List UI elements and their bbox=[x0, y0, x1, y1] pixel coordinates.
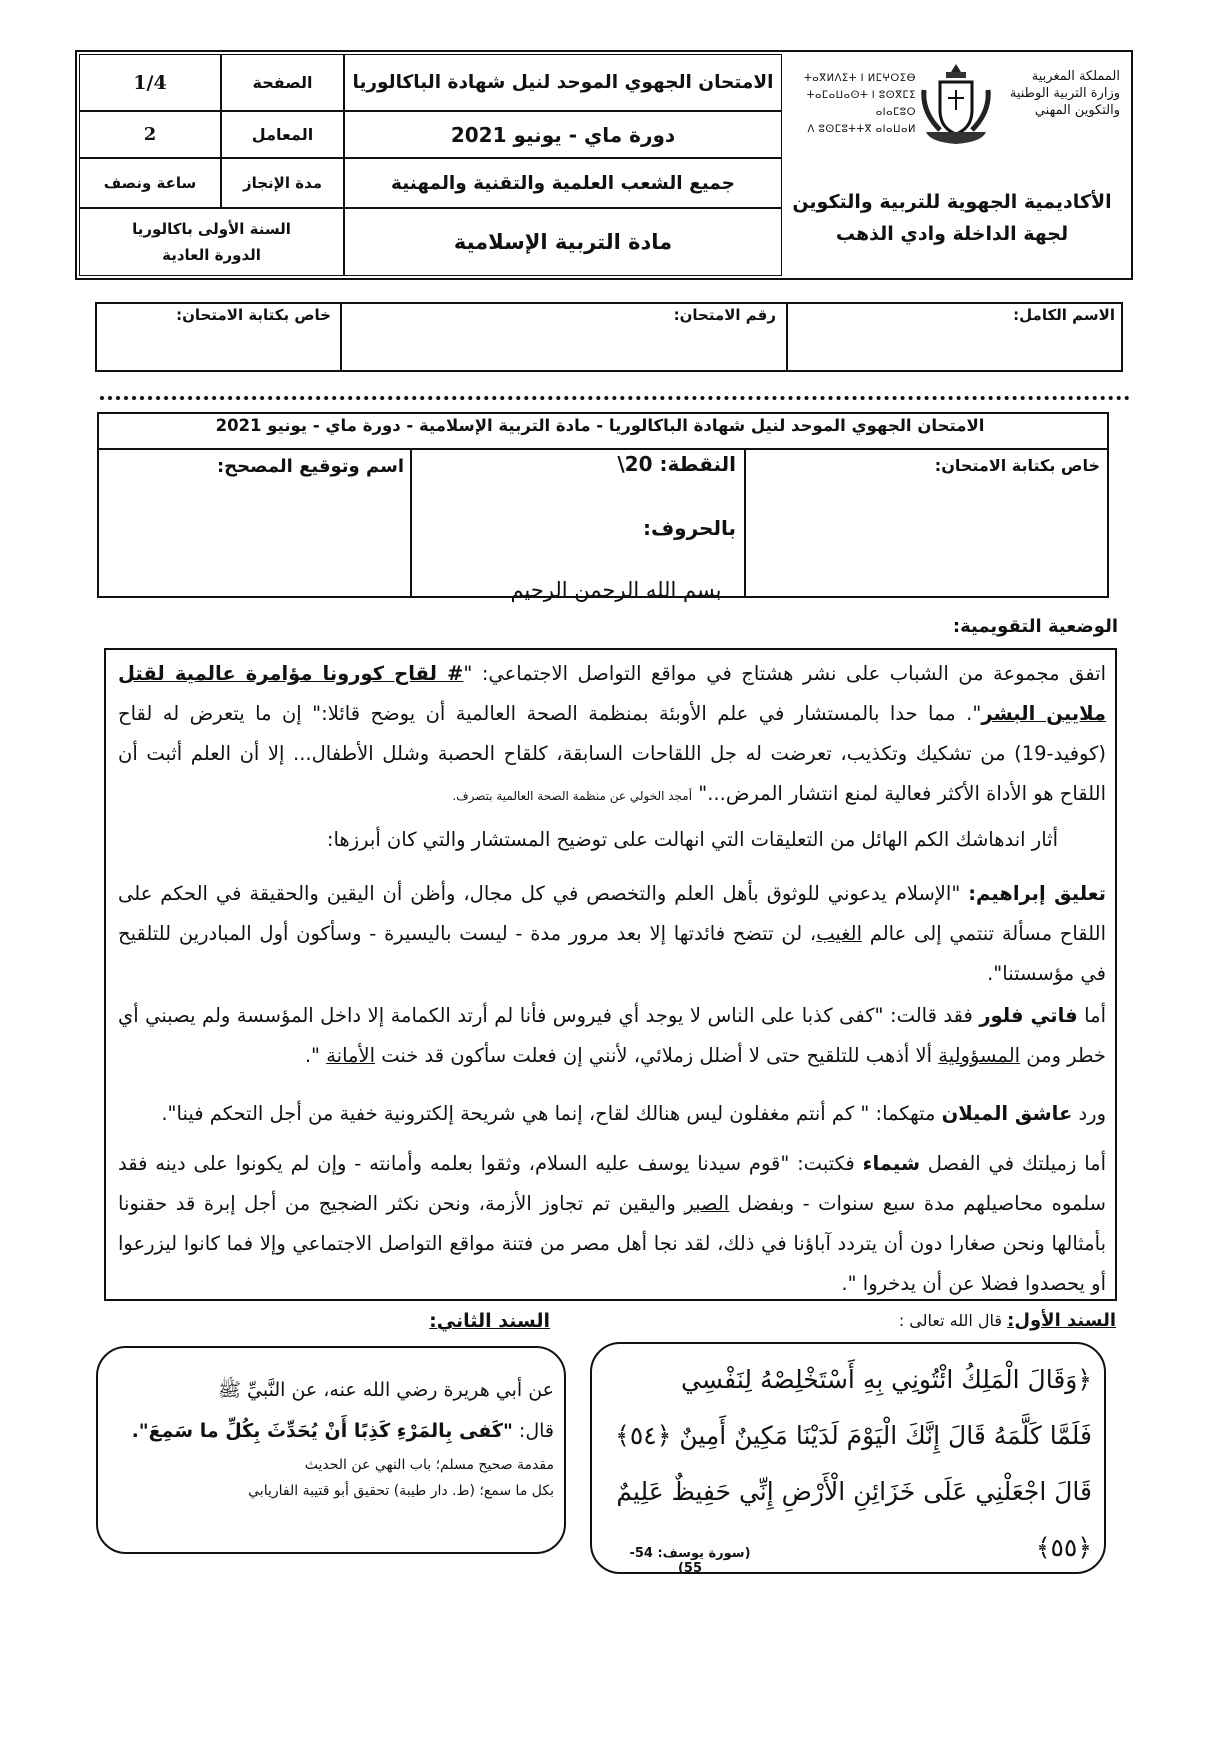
p3-text-a: "الإسلام يدعوني للوثوق بأهل العلم والتخصص في كل مجال، وأظن أن اليقين والحقيقة في الحكم على اللقاح مسألة تنتمي إلى عالم bbox=[118, 882, 1106, 945]
p4-text-b: ألا أذهب للتلقيح حتى لا أضلل زملائي، لأنني إن فعلت سأكون قد خنت bbox=[375, 1044, 939, 1067]
letters-field[interactable] bbox=[416, 516, 736, 540]
academy-line-2: لجهة الداخلة وادي الذهب bbox=[835, 223, 1069, 245]
grading-vline-2 bbox=[410, 448, 412, 598]
hadith-source-1: مقدمة صحيح مسلم؛ باب النهي عن الحديث bbox=[304, 1457, 554, 1473]
sanad1-verses bbox=[606, 1352, 1092, 1576]
hadith-pre: قال: bbox=[512, 1420, 554, 1442]
paragraph-5 bbox=[118, 1094, 1106, 1134]
academy-name bbox=[782, 186, 1122, 250]
p2-text: أثار اندهاشك الكم الهائل من التعليقات التي انهالت على توضيح المستشار والتي كان أبرزها: bbox=[326, 828, 1058, 851]
academy-line-1: الأكاديمية الجهوية للتربية والتكوين bbox=[792, 191, 1112, 213]
tifinagh-line-3: ⴷ ⵓⵙⵎⵓⵜⵜⴳ ⴰⵏⴰⵡⴰⵍ bbox=[807, 124, 916, 135]
ministry-block bbox=[990, 68, 1120, 119]
page-label: الصفحة bbox=[252, 73, 313, 92]
corrector-field[interactable] bbox=[104, 456, 404, 477]
paragraph-4 bbox=[118, 996, 1106, 1076]
duration-value-cell bbox=[79, 158, 221, 208]
p1-text-a: اتفق مجموعة من الشباب على نشر هشتاج في مواقع التواصل الاجتماعي: " bbox=[463, 662, 1106, 685]
p3-text-b: ، لن تتضح فائدتها إلا بعد مرور مدة - ليست باليسيرة - وسأكون أول المبادرين للتلقيح في مؤسستنا". bbox=[118, 922, 1106, 985]
coef-label: المعامل bbox=[251, 125, 314, 144]
candidate-divider-2 bbox=[340, 302, 342, 372]
coef-label-cell bbox=[221, 111, 344, 158]
fati-name: فاتي فلور bbox=[979, 1004, 1078, 1027]
p5-pre: ورد bbox=[1072, 1102, 1106, 1125]
duration-value: ساعة ونصف bbox=[103, 174, 197, 192]
level-line-2: الدورة العادية bbox=[162, 246, 261, 264]
duration-label: مدة الإنجاز bbox=[242, 174, 323, 192]
letters-label: بالحروف: bbox=[642, 516, 736, 540]
paragraph-2 bbox=[118, 820, 1058, 860]
score-label: النقطة: 20\ bbox=[617, 452, 736, 476]
verse-line-2: فَلَمَّا كَلَّمَهُ قَالَ إِنَّكَ الْيَوْمَ لَدَيْنَا مَكِينٌ أَمِينٌ ﴿٥٤﴾ bbox=[615, 1421, 1092, 1450]
hadith-source-2: بكل ما سمع؛ (ط. دار طيبة) تحقيق أبو قتيبة الفاريابي bbox=[248, 1483, 554, 1499]
sanad1-heading-row bbox=[780, 1310, 1116, 1331]
subject-cell bbox=[344, 208, 782, 276]
coef-value: 2 bbox=[143, 124, 157, 145]
exam-title-cell bbox=[344, 54, 782, 111]
paragraph-6 bbox=[118, 1144, 1106, 1304]
coat-of-arms-emblem bbox=[918, 60, 994, 152]
ministry-name-1: وزارة التربية الوطنية bbox=[1009, 86, 1120, 101]
branches-cell bbox=[344, 158, 782, 208]
p4-text-c: ". bbox=[304, 1044, 327, 1067]
p3-underlined: الغيب bbox=[816, 922, 862, 945]
p1-text-b: ". مما حدا بالمستشار في علم الأوبئة بمنظمة الصحة العالمية أن يوضح قائلا:" إن ما يتعرض له لقاح (كوفيد-19) من تشكيك وتكذيب، تعرضت له جل اللقاحات السابقة، كلقاح الحصبة وشلل الأطفال... إلا أن العلم أثبت أن اللقاح هو الأداة الأكثر فعالية لمنع انتشار المرض..." bbox=[118, 702, 1106, 805]
ibrahim-name: تعليق إبراهيم: bbox=[968, 882, 1106, 905]
page-label-cell bbox=[221, 54, 344, 111]
exam-title: الامتحان الجهوي الموحد لنيل شهادة الباكالوريا bbox=[352, 72, 774, 93]
tifinagh-line-2: ⵜⴰⵎⴰⵡⴰⵙⵜ ⵏ ⵓⵙⴳⵎⵉ ⴰⵏⴰⵎⵓⵔ bbox=[806, 90, 916, 118]
sanad2-text bbox=[112, 1370, 554, 1504]
cut-line bbox=[100, 396, 1130, 400]
session-text: دورة ماي - يونيو 2021 bbox=[450, 122, 676, 147]
shaimae-name: شيماء bbox=[862, 1152, 921, 1175]
tifinagh-line-1: ⵜⴰⴳⵍⴷⵉⵜ ⵏ ⵍⵎⵖⵔⵉⴱ bbox=[804, 73, 916, 84]
p4-underlined-1: المسؤولية bbox=[938, 1044, 1021, 1067]
paragraph-3 bbox=[118, 874, 1106, 994]
tifinagh-block bbox=[788, 70, 916, 138]
p6-underlined: الصبر bbox=[684, 1192, 730, 1215]
ministry-name-2: والتكوين المهني bbox=[1034, 103, 1120, 118]
hadith-chain: عن أبي هريرة رضي الله عنه، عن النَّبيِّ ﷺ bbox=[218, 1379, 554, 1401]
exam-number-label: رقم الامتحان: bbox=[673, 306, 776, 324]
hadith-line bbox=[112, 1410, 554, 1452]
subject-text: مادة التربية الإسلامية bbox=[453, 230, 673, 254]
sanad2-heading: السند الثاني: bbox=[429, 1310, 550, 1332]
verse-line-1: ﴿وَقَالَ الْمَلِكُ ائْتُونِي بِهِ أَسْتَخْلِصْهُ لِنَفْسِي bbox=[681, 1365, 1092, 1394]
verse-line-3: قَالَ اجْعَلْنِي عَلَى خَزَائِنِ الْأَرْضِ إِنِّي حَفِيظٌ عَلِيمٌ ﴿٥٥﴾ bbox=[616, 1477, 1092, 1562]
p4-pre: أما bbox=[1077, 1004, 1106, 1027]
p5-text: متهكما: " كم أنتم مغفلون ليس هنالك لقاح، إنما هي شريحة إلكترونية خفية من أجل التحكم فينا". bbox=[161, 1102, 942, 1125]
coef-value-cell bbox=[79, 111, 221, 158]
level-cell bbox=[79, 208, 344, 276]
score-field[interactable] bbox=[416, 452, 736, 476]
full-name-label: الاسم الكامل: bbox=[1013, 306, 1115, 324]
p6-pre: أما زميلتك في الفصل bbox=[920, 1152, 1106, 1175]
exam-office-field[interactable] bbox=[99, 306, 331, 324]
country-name: المملكة المغربية bbox=[1031, 69, 1120, 84]
hashtag: # لقاح كورونا مؤامرة عالمية لقتل ملايين البشر bbox=[118, 662, 1107, 725]
milan-name: عاشق الميلان bbox=[941, 1102, 1073, 1125]
p6-text-a: فكتبت: "قوم سيدنا يوسف عليه السلام، وثقوا بعلمه وأمانته - وإن لم يكونوا على دينه فقد سلموه محاصيلهم مدة سبع سنوات - وبفضل bbox=[118, 1152, 1106, 1215]
sanad1-intro: قال الله تعالى : bbox=[898, 1311, 1008, 1330]
p4-underlined-2: الأمانة bbox=[326, 1044, 375, 1067]
exam-number-field[interactable] bbox=[344, 306, 776, 324]
session-cell bbox=[344, 111, 782, 158]
p6-text-b: واليقين تم تجاوز الأزمة، ونحن نكثر الضجيج من أجل إبرة قد حقنونا بأمثالها ونحن صغارا دون أن يتردد آباؤنا في ذلك، لقد نجا أهل مصر من فتنة مواقع التواصل الاجتماعي وإلا فما كانوا ليزرعوا أو يحصدوا فضلا عن أن يدخروا ". bbox=[118, 1192, 1106, 1295]
situation-heading: الوضعية التقويمية: bbox=[952, 616, 1118, 637]
branches-text: جميع الشعب العلمية والتقنية والمهنية bbox=[391, 172, 735, 194]
page-value-cell bbox=[79, 54, 221, 111]
paragraph-1 bbox=[118, 654, 1106, 816]
hadith-text: "كَفى بِالمَرْءِ كَذِبًا أَنْ يُحَدِّثَ بِكُلِّ ما سَمِعَ". bbox=[131, 1420, 513, 1442]
basmala: بسم الله الرحمن الرحيم bbox=[510, 578, 722, 602]
p4-text-a: فقد قالت: "كفى كذبا على الناس لا يوجد أي فيروس فأنا لم أرتد الكمامة إلا داخل المؤسسة ولم يصبني أي خطر ومن bbox=[118, 1004, 1106, 1067]
level-line-1: السنة الأولى باكالوريا bbox=[132, 220, 291, 238]
corrector-label: اسم وتوقيع المصحح: bbox=[216, 456, 404, 477]
grading-title: الامتحان الجهوي الموحد لنيل شهادة الباكالوريا - مادة التربية الإسلامية - دورة ماي - يونيو 2021 bbox=[215, 416, 985, 435]
verse-reference: (سورة يوسف: 54-55) bbox=[629, 1546, 751, 1576]
page-value: 1/4 bbox=[133, 71, 167, 94]
exam-office-label: خاص بكتابة الامتحان: bbox=[176, 306, 331, 324]
candidate-divider-1 bbox=[786, 302, 788, 372]
full-name-field[interactable] bbox=[790, 306, 1115, 324]
grading-hline bbox=[97, 448, 1109, 450]
grading-office-label: خاص بكتابة الامتحان: bbox=[934, 456, 1100, 475]
grading-box bbox=[97, 412, 1109, 598]
grading-vline-1 bbox=[744, 448, 746, 598]
sanad1-heading: السند الأول: bbox=[1007, 1310, 1116, 1331]
p1-source: أمجد الخولي عن منظمة الصحة العالمية بتصرف. bbox=[452, 789, 693, 803]
duration-label-cell bbox=[221, 158, 344, 208]
